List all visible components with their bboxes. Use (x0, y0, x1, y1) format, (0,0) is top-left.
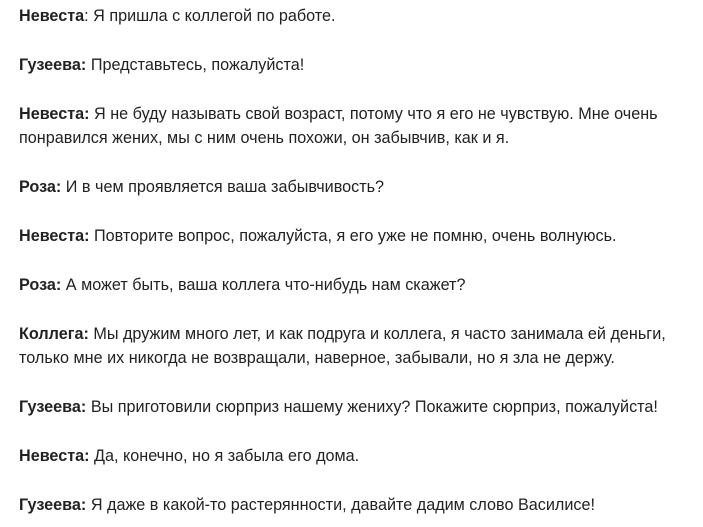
dialogue-line (19, 4, 336, 28)
dialogue-text: : Я пришла с коллегой по работе. (84, 7, 336, 25)
dialogue-line (19, 395, 658, 419)
dialogue-line-continuation (19, 126, 509, 150)
dialogue-text: И в чем проявляется ваша забывчивость? (61, 178, 385, 196)
speaker-name: Гузеева: (19, 496, 87, 514)
speaker-name: Коллега: (19, 325, 89, 343)
dialogue-line (19, 53, 304, 77)
dialogue-text: Я даже в какой-то растерянности, давайте дадим слово Василисе! (86, 496, 595, 514)
dialogue-line-continuation (19, 346, 615, 370)
dialogue-line (19, 224, 617, 248)
speaker-name: Гузеева: (19, 56, 87, 74)
dialogue-text: Вы приготовили сюрприз нашему жениху? Покажите сюрприз, пожалуйста! (86, 398, 658, 416)
speaker-name: Роза: (19, 276, 62, 294)
dialogue-text: понравился жених, мы с ним очень похожи, он забывчив, как и я. (19, 129, 510, 147)
dialogue-line (19, 175, 384, 199)
dialogue-line (19, 444, 359, 468)
dialogue-text: Я не буду называть свой возраст, потому что я его не чувствую. Мне очень (89, 105, 658, 123)
speaker-name: Невеста: (19, 447, 90, 465)
speaker-name: Гузеева: (19, 398, 87, 416)
dialogue-text: А может быть, ваша коллега что-нибудь нам скажет? (61, 276, 466, 294)
dialogue-line (19, 493, 595, 517)
dialogue-text: Представьтесь, пожалуйста! (86, 56, 305, 74)
dialogue-text: Да, конечно, но я забыла его дома. (89, 447, 360, 465)
dialogue-text: только мне их никогда не возвращали, наверное, забывали, но я зла не держу. (19, 349, 615, 367)
speaker-name: Невеста: (19, 105, 90, 123)
dialogue-text: Повторите вопрос, пожалуйста, я его уже не помню, очень волнуюсь. (89, 227, 617, 245)
dialogue-line (19, 322, 666, 346)
speaker-name: Невеста (19, 7, 85, 25)
dialogue-line (19, 102, 658, 126)
speaker-name: Роза: (19, 178, 62, 196)
dialogue-line (19, 273, 465, 297)
dialogue-text: Мы дружим много лет, и как подруга и коллега, я часто занимала ей деньги, (88, 325, 666, 343)
speaker-name: Невеста: (19, 227, 90, 245)
